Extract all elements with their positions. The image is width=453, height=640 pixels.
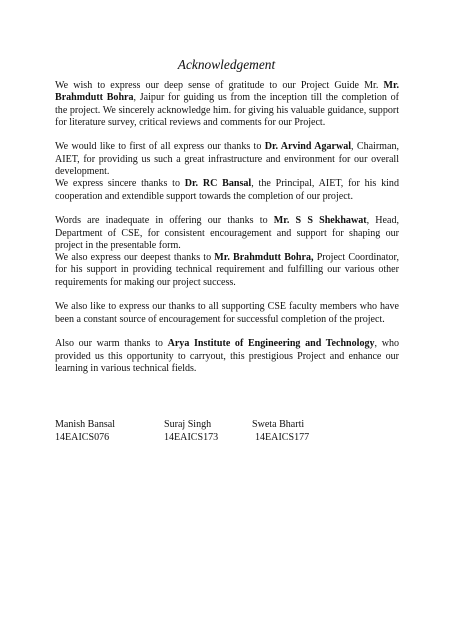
paragraph-text: Words are inadequate in offering our thanks to	[55, 215, 274, 227]
signatory-name: Suraj Singh	[164, 419, 212, 430]
signatory-name: Sweta Bharti	[252, 419, 305, 430]
emphasized-name: Mr. Brahmdutt Bohra,	[214, 252, 314, 264]
signatory-roll-number: 14EAICS177	[255, 431, 310, 443]
emphasized-name: Dr. RC Bansal	[184, 178, 252, 190]
paragraph-text: We also express our deepest thanks to	[55, 252, 215, 264]
paragraph-text: We wish to express our deep sense of gratitude to our Project Guide Mr.	[55, 80, 384, 91]
emphasized-name: Arya Institute of Engineering and Technology	[167, 338, 375, 350]
paragraph-text: , Jaipur for guiding us from the inception till the completion of the project. We sincerely acknowledge him. for giving his valuable guidance, support for literature survey, critical reviews and comments for our Project.	[55, 92, 399, 128]
signature-sweta-bharti	[252, 419, 309, 444]
signatory-roll-number: 14EAICS076	[55, 431, 110, 443]
paragraph	[55, 80, 399, 129]
emphasized-name: Mr. Brahmdutt Bohra	[55, 80, 399, 104]
signatory-roll-number: 14EAICS173	[164, 431, 219, 443]
emphasized-name: Dr. Arvind Agarwal	[264, 141, 352, 153]
signature-manish-bansal	[55, 419, 115, 444]
paragraph-text: We express sincere thanks to	[55, 178, 185, 190]
paragraph-text: We also like to express our thanks to all supporting CSE faculty members who have been a constant source of encouragement for successful completion of the project.	[55, 301, 399, 325]
paragraph	[55, 215, 399, 252]
paragraph	[55, 252, 399, 289]
signatory-name: Manish Bansal	[55, 419, 115, 430]
paragraph-text: Project Coordinator, for his support in providing technical requirement and fulfilling our various other requirements for making our project success.	[55, 252, 399, 288]
paragraph	[55, 338, 399, 375]
paragraph	[55, 178, 399, 203]
paragraph	[55, 301, 399, 326]
paragraph-text: Also our warm thanks to	[55, 338, 168, 350]
emphasized-name: Mr. S S Shekhawat	[273, 215, 367, 227]
paragraph-text: , who provided us this opportunity to carryout, this prestigious Project and enhance our learning in various technical fields.	[55, 338, 400, 374]
signature-suraj-singh	[164, 419, 218, 444]
paragraph	[55, 141, 399, 178]
paragraph-text: , Chairman, AIET, for providing us such a great infrastructure and environment for our overall development.	[55, 141, 399, 178]
page-title: Acknowledgement	[177, 57, 276, 72]
paragraph-text: , Head, Department of CSE, for consistent encouragement and support for shaping our project in the presentable form.	[55, 215, 399, 251]
acknowledgement-body	[55, 80, 399, 375]
paragraph-text: , the Principal, AIET, for his kind cooperation and extendible support towards the completion of our project.	[55, 178, 399, 202]
paragraph-text: We would like to first of all express our thanks to	[55, 141, 265, 153]
